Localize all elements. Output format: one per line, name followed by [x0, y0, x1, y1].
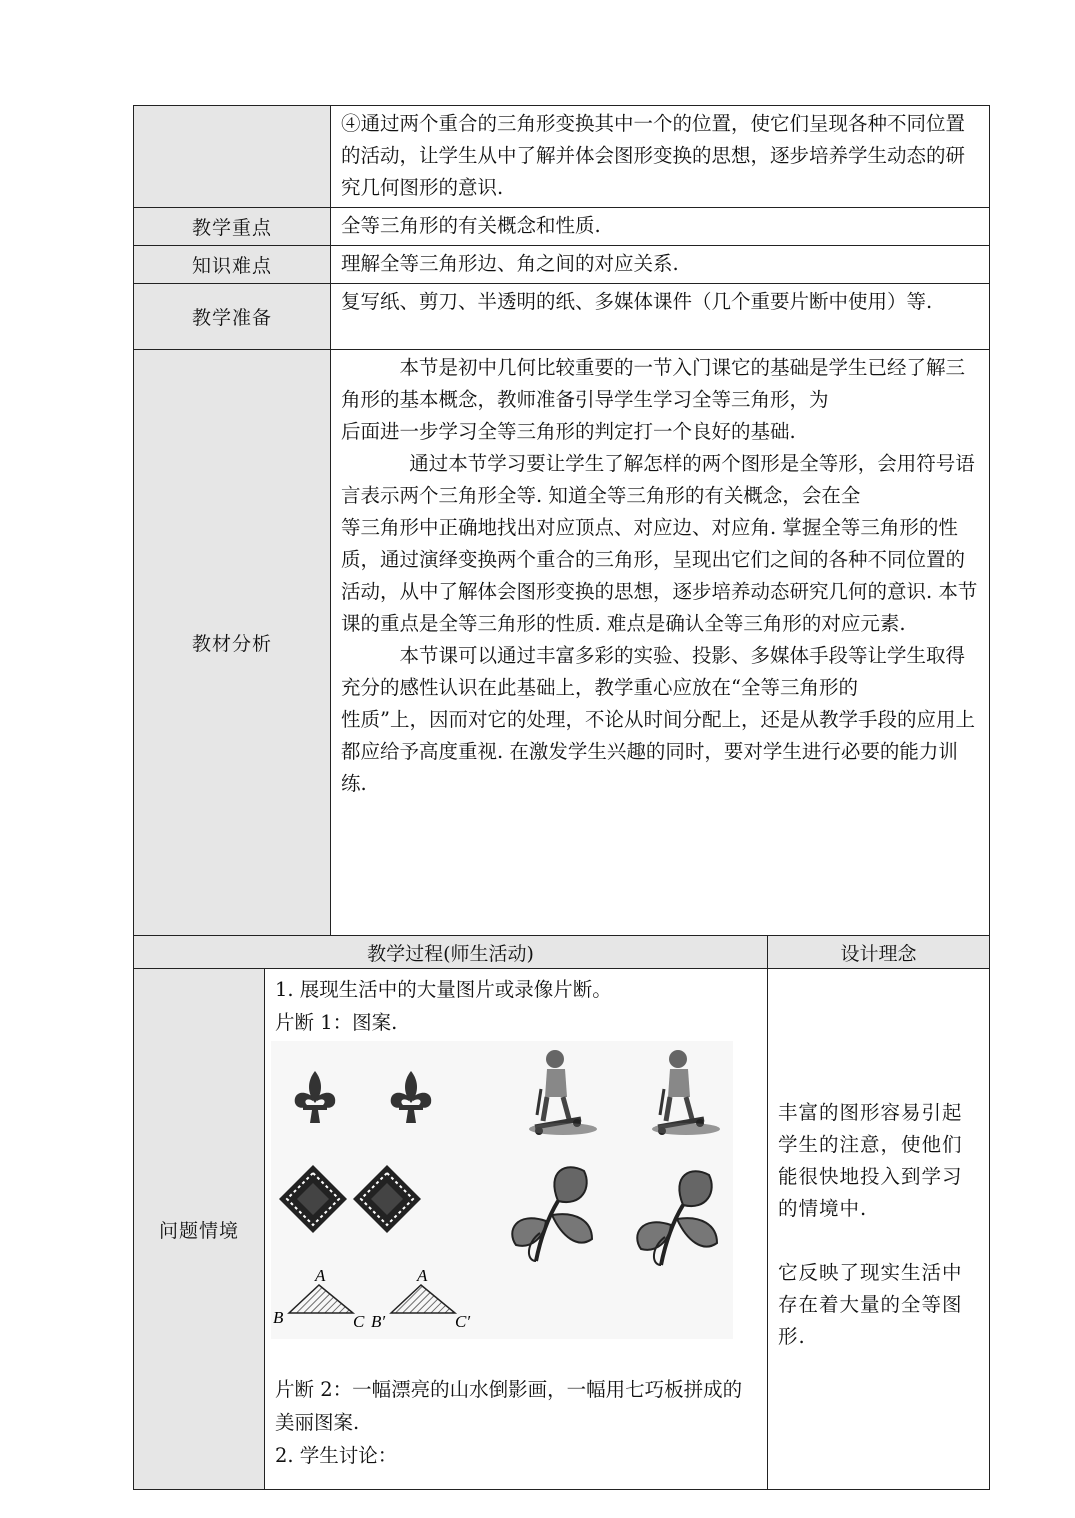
objectives-label-cell [134, 106, 331, 208]
analysis-paragraph-1b: 后面进一步学习全等三角形的判定打一个良好的基础. [341, 420, 796, 443]
analysis-paragraph-3b: 性质”上，因而对它的处理，不论从时间分配上，还是从教学手段的应用上都应给予高度重视. 在激发学生兴趣的同时，要对学生进行必要的能力训练. [341, 708, 975, 795]
pattern-figures-svg [271, 1041, 741, 1341]
analysis-text [331, 350, 990, 936]
analysis-paragraph-3a: 本节课可以通过丰富多彩的实验、投影、多媒体手段等让学生取得充分的感性认识在此基础上，教学重心应放在“全等三角形的 [341, 644, 966, 699]
preparation-row [134, 284, 990, 350]
analysis-row [134, 350, 990, 936]
preparation-label: 教学准备 [134, 284, 331, 350]
objectives-row [134, 106, 990, 208]
difficulty-text: 理解全等三角形边、角之间的对应关系. [331, 246, 990, 284]
label-c2: C′ [455, 1312, 471, 1331]
key-point-label: 教学重点 [134, 208, 331, 246]
analysis-paragraph-2b: 等三角形中正确地找出对应顶点、对应边、对应角. 掌握全等三角形的性质，通过演绎变换两个重合的三角形，呈现出它们之间的各种不同位置的活动，从中了解体会图形变换的思想，逐步培养动态研究几何的意识. 本节课的重点是全等三角形的性质. 难点是确认全等三角形的对应元素. [341, 516, 978, 635]
process-header-row [134, 936, 990, 969]
process-label: 问题情境 [134, 969, 265, 1490]
analysis-paragraph-1a: 本节是初中几何比较重要的一节入门课它的基础是学生已经了解三角形的基本概念，教师准备引导学生学习全等三角形，为 [341, 356, 966, 411]
difficulty-row [134, 246, 990, 284]
label-a1: A [315, 1266, 326, 1285]
spacer [275, 1341, 761, 1373]
design-spacer [778, 1225, 981, 1257]
design-paragraph-2: 它反映了现实生活中存在着大量的全等图形. [778, 1261, 963, 1348]
key-point-row [134, 208, 990, 246]
difficulty-label: 知识难点 [134, 246, 331, 284]
process-header: 教学过程(师生活动) [134, 936, 768, 969]
process-line-2: 片断 1：图案. [275, 1011, 398, 1034]
key-point-text: 全等三角形的有关概念和性质. [331, 208, 990, 246]
label-b2: B′ [371, 1312, 386, 1331]
preparation-text: 复写纸、剪刀、半透明的纸、多媒体课件（几个重要片断中使用）等. [331, 284, 990, 350]
label-b1: B [273, 1308, 284, 1327]
label-c1: C [353, 1312, 365, 1331]
pattern-figures [271, 1041, 741, 1341]
analysis-label: 教材分析 [134, 350, 331, 936]
design-paragraph-1: 丰富的图形容易引起学生的注意，使他们能很快地投入到学习的情境中. [778, 1101, 963, 1220]
process-row [134, 969, 990, 1490]
design-content [768, 969, 990, 1490]
process-content [265, 969, 768, 1490]
label-a2: A [417, 1266, 428, 1285]
process-line-1: 1. 展现生活中的大量图片或录像片断。 [275, 978, 612, 1001]
lesson-plan-table [133, 105, 990, 1490]
figure-background [271, 1041, 733, 1339]
process-line-4: 2. 学生讨论： [275, 1444, 398, 1467]
process-line-3: 片断 2：一幅漂亮的山水倒影画，一幅用七巧板拼成的美丽图案. [275, 1378, 743, 1434]
analysis-paragraph-2a: 通过本节学习要让学生了解怎样的两个图形是全等形，会用符号语言表示两个三角形全等. 知道全等三角形的有关概念，会在全 [341, 452, 975, 507]
objectives-text: ④通过两个重合的三角形变换其中一个的位置，使它们呈现各种不同位置的活动，让学生从中了解并体会图形变换的思想，逐步培养学生动态的研究几何图形的意识. [331, 106, 990, 208]
design-header: 设计理念 [768, 936, 990, 969]
